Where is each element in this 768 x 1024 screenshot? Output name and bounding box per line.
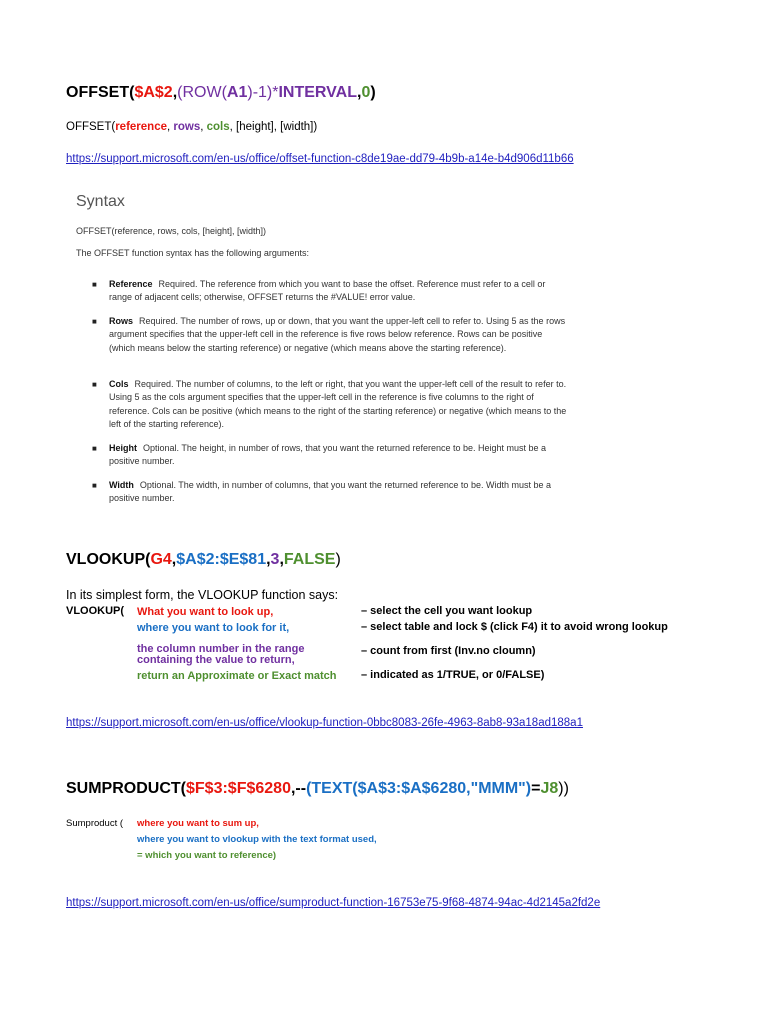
formula-part: $A$2 [134,84,173,101]
sig-part: cols [206,121,230,133]
formula-part: A1 [226,84,248,101]
syntax-title: Syntax [76,193,125,210]
arg-text: Required. The reference from which you want to base the offset. Reference must refer to a cell or range of adjacent cells; otherwise, OFFSET returns the #VALUE! error value. [109,279,546,303]
formula-part: )) [558,780,569,797]
sig-part: rows [173,121,201,133]
sumproduct-arg-criteria: where you want to vlookup with the text format used, [137,834,377,845]
bullet-icon: ■ [92,481,97,490]
formula-part: INTERVAL [278,84,357,101]
arg-height [109,442,569,469]
vlookup-arg-table: where you want to look for it, [137,622,290,634]
formula-part: , [357,84,362,101]
bullet-icon: ■ [92,444,97,453]
formula-part: = [531,780,541,797]
vlookup-arg-match: return an Approximate or Exact match [137,670,337,682]
formula-part: $A$2:$E$81 [176,551,267,568]
vlookup-arg-lookup-value: What you want to look up, [137,606,274,618]
sig-part: , [200,121,207,133]
arg-cols [109,378,569,431]
sig-part: OFFSET( [66,121,116,133]
offset-help-link[interactable]: https://support.microsoft.com/en-us/office/offset-function-c8de19ae-dd79-4b9b-a14e-b4d906d11b66 [66,153,574,165]
vlookup-arg-column-2: containing the value to return, [137,654,295,666]
formula-part: OFFSET( [66,84,135,101]
vlookup-note: – count from first (Inv.no cloumn) [361,645,536,657]
formula-part: ,"MMM") [466,780,532,797]
sig-part: , [167,121,174,133]
sumproduct-help-link[interactable]: https://support.microsoft.com/en-us/office/sumproduct-function-16753e75-9f68-4874-94ac-4d2145a2fd2e [66,897,601,909]
sumproduct-prefix: Sumproduct ( [66,818,124,829]
arg-name: Reference [109,279,153,289]
formula-part: SUMPRODUCT( [66,780,186,797]
sumproduct-arg-sum-range: where you want to sum up, [137,818,259,829]
formula-part: ,-- [290,780,307,797]
formula-part: (ROW( [177,84,227,101]
arg-text: Optional. The width, in number of columns, that you want the returned reference to be. Width must be a positive number. [109,480,551,504]
sumproduct-formula [66,780,569,798]
vlookup-arg-column: the column number in the range [137,643,305,655]
formula-part: , [266,551,271,568]
formula-part: 0 [361,84,371,101]
formula-part: $F$3:$F$6280 [186,780,291,797]
formula-part: G4 [150,551,172,568]
formula-part: , [279,551,284,568]
bullet-icon: ■ [92,380,97,389]
sig-part: reference [115,121,167,133]
arg-width [109,479,569,506]
arg-name: Cols [109,379,129,389]
vlookup-help-link[interactable]: https://support.microsoft.com/en-us/office/vlookup-function-0bbc8083-26fe-4963-8ab8-93a18ad188a1 [66,717,583,729]
arg-text: Required. The number of rows, up or down, that you want the upper-left cell to refer to. Using 5 as the rows argument specifies that the upper-left cell in the reference is five rows below reference. Rows can be positive (which means below the starting reference) or negative (which means above the starting reference). [109,316,566,353]
arg-text: Optional. The height, in number of rows, that you want the returned reference to be. Height must be a positive number. [109,443,547,467]
formula-part: J8 [540,780,559,797]
vlookup-formula [66,551,341,569]
sig-part: , [height], [width]) [229,121,318,133]
formula-part: VLOOKUP( [66,551,151,568]
bullet-icon: ■ [92,317,97,326]
vlookup-prefix: VLOOKUP( [66,605,125,617]
vlookup-note: – select table and lock $ (click F4) it to avoid wrong lookup [361,621,668,633]
formula-part: ) [335,551,341,568]
offset-formula [66,84,376,102]
sumproduct-arg-reference: = which you want to reference) [137,850,277,861]
formula-part: , [172,84,178,101]
syntax-intro: The OFFSET function syntax has the following arguments: [76,248,309,258]
arg-rows [109,315,569,355]
formula-part: ) [370,84,376,101]
vlookup-intro: In its simplest form, the VLOOKUP function says: [66,588,339,602]
vlookup-note: – indicated as 1/TRUE, or 0/FALSE) [361,669,545,681]
formula-part: (TEXT( [306,780,358,797]
formula-part: )-1)* [247,84,279,101]
formula-part: 3 [270,551,280,568]
arg-name: Rows [109,316,134,326]
arg-text: Required. The number of columns, to the left or right, that you want the upper-left cell of the result to refer to. Using 5 as the cols argument specifies that the upper-left cell in the reference is five columns to the right of reference. Cols can be positive (which means to the right of the starting reference) or negative (which means to the left of the starting reference). [109,379,567,429]
formula-part: $A$3:$A$6280 [357,780,467,797]
vlookup-note: – select the cell you want lookup [361,605,533,617]
formula-part: , [171,551,177,568]
arg-name: Height [109,443,137,453]
formula-part: FALSE [283,551,336,568]
offset-signature [66,121,317,133]
arg-reference [109,278,569,305]
syntax-signature: OFFSET(reference, rows, cols, [height], [width]) [76,226,267,236]
arg-name: Width [109,480,134,490]
bullet-icon: ■ [92,280,97,289]
